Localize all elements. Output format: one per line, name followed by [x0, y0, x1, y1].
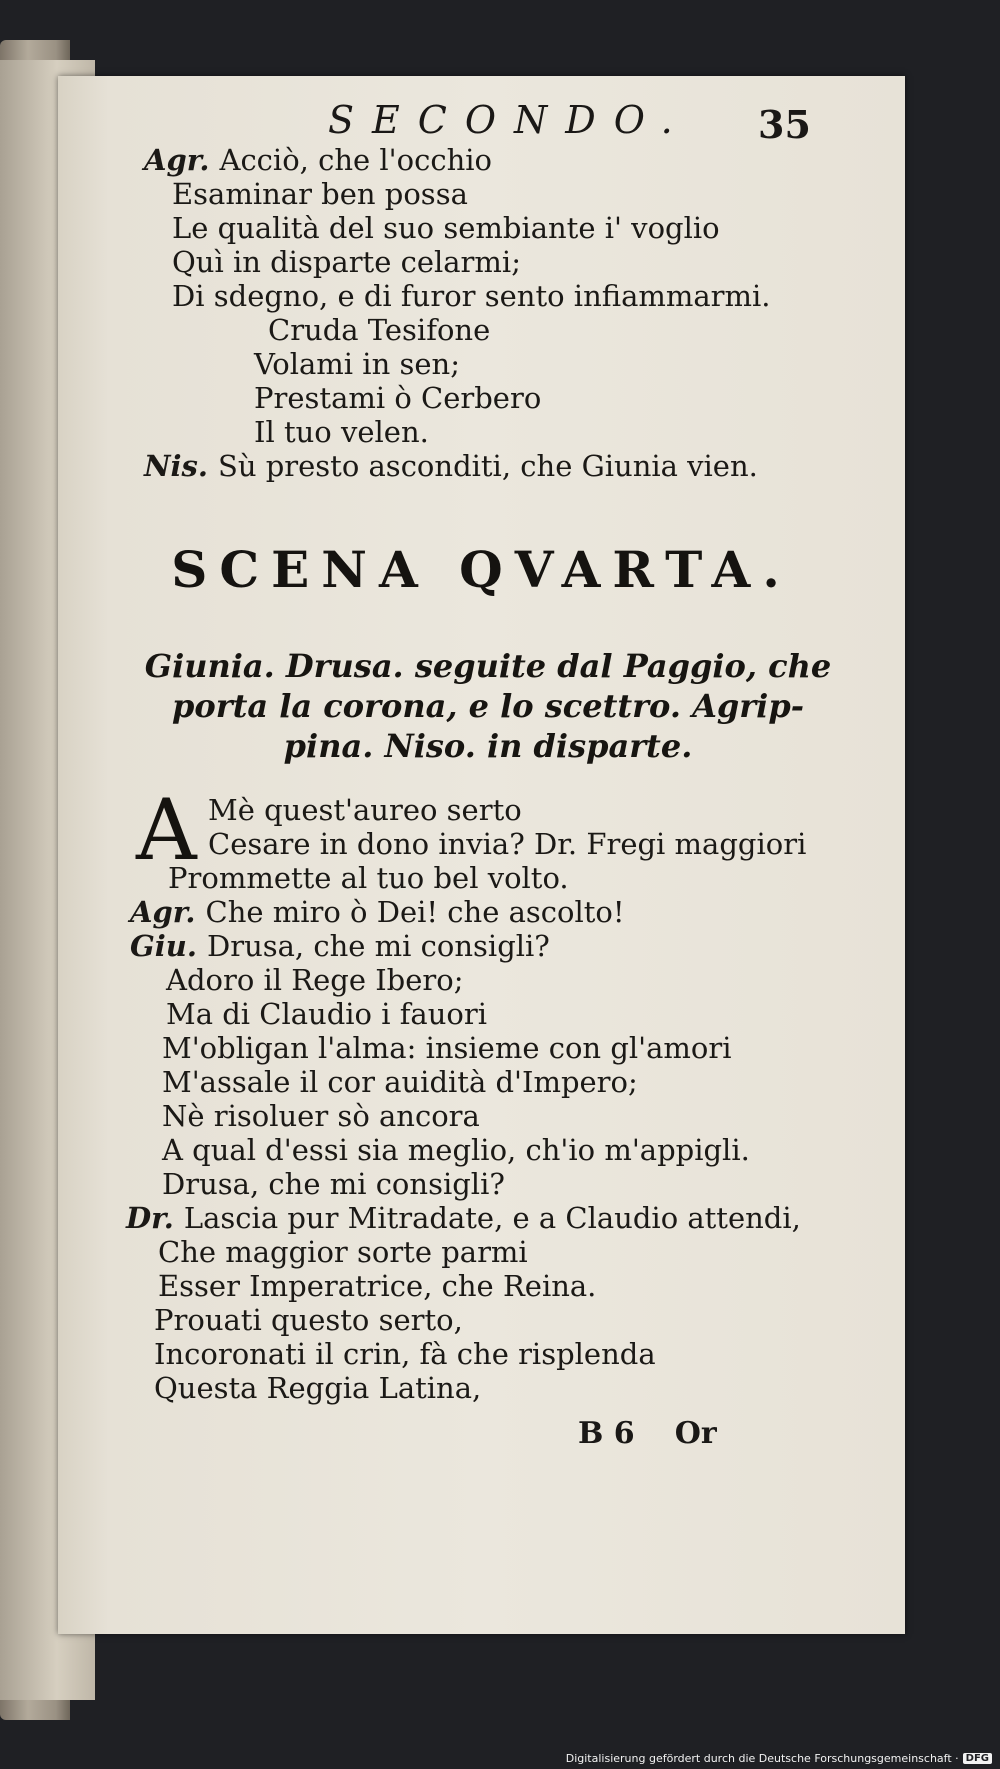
- cast-line: pina. Niso. in disparte.: [283, 727, 693, 765]
- verse-text: Adoro il Rege Ibero;: [166, 963, 464, 997]
- verse-text: Ma di Claudio i fauori: [166, 997, 487, 1031]
- verse-line: [158, 1236, 528, 1268]
- verse-text: A qual d'essi sia meglio, ch'io m'appigli.: [162, 1133, 750, 1167]
- verse-text: Mè quest'aureo serto: [208, 793, 522, 827]
- verse-text: Prommette al tuo bel volto.: [168, 861, 569, 895]
- verse-text: Cruda Tesifone: [268, 313, 491, 347]
- verse-line: [162, 1032, 732, 1064]
- verse-line: [254, 416, 429, 448]
- catchword: Or: [674, 1416, 717, 1451]
- verse-text: Di sdegno, e di furor sento infiammarmi.: [172, 279, 771, 313]
- verse-text: M'assale il cor auidità d'Impero;: [162, 1065, 638, 1099]
- verse-line: [254, 348, 460, 380]
- verse-line: [254, 382, 541, 414]
- running-title: SECONDO.: [328, 98, 691, 142]
- verse-line: [130, 930, 550, 962]
- verse-text: Lascia pur Mitradate, e a Claudio attendi,: [183, 1201, 801, 1235]
- verse-line: [268, 314, 490, 346]
- verse-text: Volami in sen;: [254, 347, 460, 381]
- verse-text: Sù presto asconditi, che Giunia vien.: [217, 449, 758, 483]
- verse-line: [162, 1134, 750, 1166]
- scene-title: SCENA QVARTA.: [171, 540, 792, 599]
- verse-text: Che miro ò Dei! che ascolto!: [205, 895, 625, 929]
- verse-line: [158, 1270, 596, 1302]
- verse-text: Nè risoluer sò ancora: [162, 1099, 480, 1133]
- verse-text: Drusa, che mi consigli?: [162, 1167, 505, 1201]
- page-text: [58, 76, 905, 1634]
- verse-line: [166, 998, 487, 1030]
- verse-line: [172, 212, 720, 244]
- drop-cap: A: [136, 781, 197, 879]
- verse-line: [172, 178, 468, 210]
- book-page: [58, 76, 905, 1634]
- page-number: 35: [758, 102, 811, 147]
- verse-line: [162, 1066, 638, 1098]
- verse-line: [208, 828, 806, 860]
- verse-text: Questa Reggia Latina,: [154, 1371, 482, 1405]
- verse-text: Quì in disparte celarmi;: [172, 245, 521, 279]
- signature-mark: B 6: [578, 1416, 635, 1451]
- speaker: Giu.: [130, 929, 197, 963]
- speaker: Nis.: [144, 449, 208, 483]
- verse-line: [172, 280, 771, 312]
- verse-line: [154, 1372, 481, 1404]
- verse-text: Cesare in dono invia? Dr. Fregi maggiori: [208, 827, 807, 861]
- verse-text: Il tuo velen.: [254, 415, 429, 449]
- verse-text: Le qualità del suo sembiante i' voglio: [172, 211, 720, 245]
- verse-text: M'obligan l'alma: insieme con gl'amori: [162, 1031, 732, 1065]
- cast-line: porta la corona, e lo scettro. Agrip-: [172, 687, 804, 725]
- verse-text: Drusa, che mi consigli?: [206, 929, 550, 963]
- credit-text: Digitalisierung gefördert durch die Deutsche Forschungsgemeinschaft ·: [565, 1752, 959, 1765]
- verse-line: [168, 862, 569, 894]
- verse-line: [172, 246, 521, 278]
- verse-line: [162, 1168, 505, 1200]
- verse-line: [144, 144, 492, 176]
- verse-line: [144, 450, 758, 482]
- verse-text: Incoronati il crin, fà che risplenda: [154, 1337, 656, 1371]
- verse-text: Esaminar ben possa: [172, 177, 468, 211]
- speaker: Agr.: [130, 895, 196, 929]
- verse-line: [208, 794, 522, 826]
- verse-line: [162, 1100, 480, 1132]
- catchword-line: [578, 1416, 757, 1451]
- verse-line: [154, 1304, 463, 1336]
- verse-line: [154, 1338, 656, 1370]
- verse-text: Prestami ò Cerbero: [254, 381, 542, 415]
- verse-text: Prouati questo serto,: [154, 1303, 463, 1337]
- verse-text: Esser Imperatrice, che Reina.: [158, 1269, 597, 1303]
- verse-line: [126, 1202, 801, 1234]
- speaker: Agr.: [144, 143, 210, 177]
- cast-line: Giunia. Drusa. seguite dal Paggio, che: [144, 647, 832, 685]
- dfg-logo: DFG: [963, 1753, 992, 1764]
- verse-line: [130, 896, 625, 928]
- digitization-credit: [566, 1752, 992, 1765]
- speaker: Dr.: [126, 1201, 174, 1235]
- verse-text: Che maggior sorte parmi: [158, 1235, 528, 1269]
- verse-line: [166, 964, 464, 996]
- verse-text: Acciò, che l'occhio: [219, 143, 492, 177]
